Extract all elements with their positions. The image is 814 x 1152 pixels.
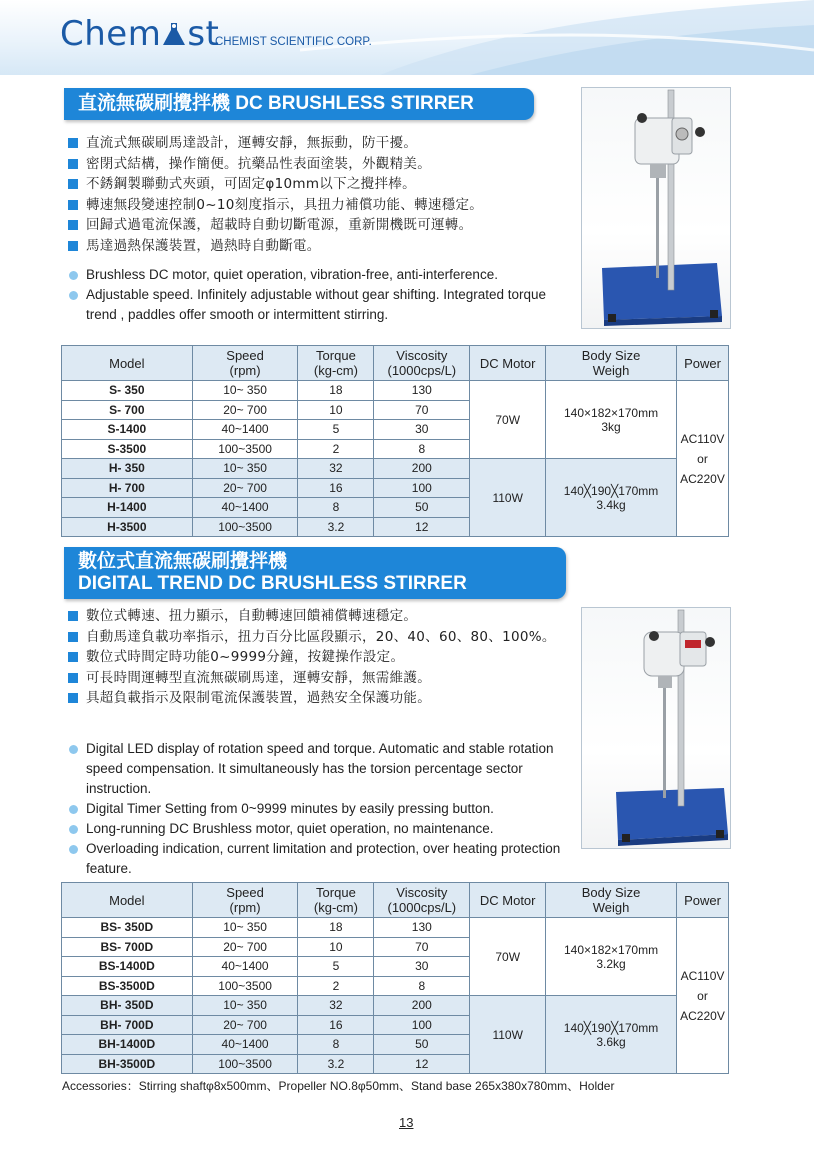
round-bullet-icon xyxy=(69,845,78,854)
square-bullet-icon xyxy=(68,652,78,662)
power-cell: AC110V or AC220V xyxy=(676,381,728,537)
list-item: 直流式無碳刷馬達設計，運轉安靜，無振動，防干擾。 xyxy=(66,133,566,154)
list-item: 數位式時間定時功能0~9999分鐘，按鍵操作設定。 xyxy=(66,647,566,668)
list-item: 轉速無段變速控制0~10刻度指示，具扭力補償功能、轉速穩定。 xyxy=(66,195,566,216)
square-bullet-icon xyxy=(68,179,78,189)
list-item: 可長時間運轉型直流無碳刷馬達，運轉安靜，無需維護。 xyxy=(66,668,566,689)
list-item: Digital Timer Setting from 0~9999 minutes by easily pressing button. xyxy=(66,799,566,819)
round-bullet-icon xyxy=(69,825,78,834)
table-row: BS-3500D 100~3500 2 8 xyxy=(62,976,729,996)
square-bullet-icon xyxy=(68,693,78,703)
list-item: Long-running DC Brushless motor, quiet operation, no maintenance. xyxy=(66,819,566,839)
table-row: H- 350 10~ 350 32 200 110W 140╳190╳170mm 3.4kg xyxy=(62,459,729,479)
square-bullet-icon xyxy=(68,632,78,642)
list-item: 回歸式過電流保護，超載時自動切斷電源，重新開機既可運轉。 xyxy=(66,215,566,236)
list-item: Brushless DC motor, quiet operation, vibration-free, anti-interference. xyxy=(66,265,566,285)
col-header-model: Model xyxy=(62,883,193,918)
list-item: 馬達過熱保護裝置，過熱時自動斷電。 xyxy=(66,236,566,257)
list-item: 不銹鋼製聯動式夾頭，可固定φ10mm以下之攪拌棒。 xyxy=(66,174,566,195)
table-row: BS- 700D 20~ 700 10 70 xyxy=(62,937,729,957)
col-header-motor: DC Motor xyxy=(470,346,546,381)
table-row: S-1400 40~1400 5 30 xyxy=(62,420,729,440)
digital-stirrer-illustration xyxy=(582,608,730,848)
table-row: BH-3500D 100~3500 3.2 12 xyxy=(62,1054,729,1074)
table-row: H-3500 100~3500 3.2 12 xyxy=(62,517,729,537)
square-bullet-icon xyxy=(68,673,78,683)
company-name: CHEMIST SCIENTIFIC CORP. xyxy=(215,36,372,48)
col-header-motor: DC Motor xyxy=(470,883,546,918)
section2-title-en: DIGITAL TREND DC BRUSHLESS STIRRER xyxy=(78,573,467,594)
square-bullet-icon xyxy=(68,220,78,230)
list-item: 具超負載指示及限制電流保護裝置，過熱安全保護功能。 xyxy=(66,688,566,709)
col-header-body: Body Size Weigh xyxy=(546,346,677,381)
square-bullet-icon xyxy=(68,611,78,621)
list-item: 密閉式結構，操作簡便。抗藥品性表面塗裝，外觀精美。 xyxy=(66,154,566,175)
section2-title-zh: 數位式直流無碳刷攪拌機 xyxy=(78,551,288,572)
square-bullet-icon xyxy=(68,241,78,251)
company-logo: Chem st xyxy=(60,14,220,54)
table-row: S- 700 20~ 700 10 70 xyxy=(62,400,729,420)
col-header-body: Body Size Weigh xyxy=(546,883,677,918)
col-header-model: Model xyxy=(62,346,193,381)
power-cell: AC110V or AC220V xyxy=(676,918,728,1074)
square-bullet-icon xyxy=(68,159,78,169)
table-row: BH-1400D 40~1400 8 50 xyxy=(62,1035,729,1055)
round-bullet-icon xyxy=(69,805,78,814)
body-cell: 140╳190╳170mm 3.6kg xyxy=(546,996,677,1074)
table-row: H- 700 20~ 700 16 100 xyxy=(62,478,729,498)
table-row: H-1400 40~1400 8 50 xyxy=(62,498,729,518)
section1-title: 直流無碳刷攪拌機 DC BRUSHLESS STIRRER xyxy=(64,88,534,120)
list-item: Overloading indication, current limitation and protection, over heating protection feature. xyxy=(66,839,566,879)
round-bullet-icon xyxy=(69,271,78,280)
product-photo-digital-stirrer xyxy=(581,607,731,849)
stirrer-illustration xyxy=(582,88,730,328)
section2-title xyxy=(64,547,566,599)
spec-table-digital xyxy=(61,882,729,1074)
round-bullet-icon xyxy=(69,291,78,300)
list-item: Adjustable speed. Infinitely adjustable without gear shifting. Integrated torque trend , paddles offer smooth or intermittent stirring. xyxy=(66,285,566,325)
body-cell: 140×182×170mm 3kg xyxy=(546,381,677,459)
motor-cell: 70W xyxy=(470,918,546,996)
table-row: S- 350 10~ 350 18 130 70W 140×182×170mm 3kg AC110V or AC220V xyxy=(62,381,729,401)
product-photo-stirrer xyxy=(581,87,731,329)
table-row: BH- 350D 10~ 350 32 200 110W 140╳190╳170mm 3.6kg xyxy=(62,996,729,1016)
motor-cell: 110W xyxy=(470,996,546,1074)
table-row: BH- 700D 20~ 700 16 100 xyxy=(62,1015,729,1035)
square-bullet-icon xyxy=(68,200,78,210)
col-header-power: Power xyxy=(676,883,728,918)
col-header-power: Power xyxy=(676,346,728,381)
section1-zh-features xyxy=(66,133,566,256)
page-number: 13 xyxy=(399,1115,414,1130)
col-header-speed: Speed (rpm) xyxy=(192,346,298,381)
accessories-note: Accessories：Stirring shaftφ8x500mm、Propeller NO.8φ50mm、Stand base 265x380x780mm、Holder xyxy=(62,1079,615,1093)
motor-cell: 70W xyxy=(470,381,546,459)
spec-table-standard xyxy=(61,345,729,537)
body-cell: 140×182×170mm 3.2kg xyxy=(546,918,677,996)
table-row: BS- 350D 10~ 350 18 130 70W 140×182×170mm 3.2kg AC110V or AC220V xyxy=(62,918,729,938)
list-item: Digital LED display of rotation speed and torque. Automatic and stable rotation speed compensation. It simultaneously has the torsion percentage sector instruction. xyxy=(66,739,566,799)
col-header-viscosity: Viscosity (1000cps/L) xyxy=(374,346,470,381)
section2-en-features xyxy=(66,739,566,879)
round-bullet-icon xyxy=(69,745,78,754)
table-row: S-3500 100~3500 2 8 xyxy=(62,439,729,459)
col-header-torque: Torque (kg-cm) xyxy=(298,346,374,381)
flask-logo-icon xyxy=(161,21,187,47)
col-header-speed: Speed (rpm) xyxy=(192,883,298,918)
square-bullet-icon xyxy=(68,138,78,148)
section2-zh-features xyxy=(66,606,566,709)
col-header-viscosity: Viscosity (1000cps/L) xyxy=(374,883,470,918)
list-item: 自動馬達負載功率指示，扭力百分比區段顯示，20、40、60、80、100%。 xyxy=(66,627,566,648)
body-cell: 140╳190╳170mm 3.4kg xyxy=(546,459,677,537)
list-item: 數位式轉速、扭力顯示，自動轉速回饋補償轉速穩定。 xyxy=(66,606,566,627)
col-header-torque: Torque (kg-cm) xyxy=(298,883,374,918)
motor-cell: 110W xyxy=(470,459,546,537)
section1-en-features xyxy=(66,265,566,325)
page-header xyxy=(0,0,814,75)
table-row: BS-1400D 40~1400 5 30 xyxy=(62,957,729,977)
